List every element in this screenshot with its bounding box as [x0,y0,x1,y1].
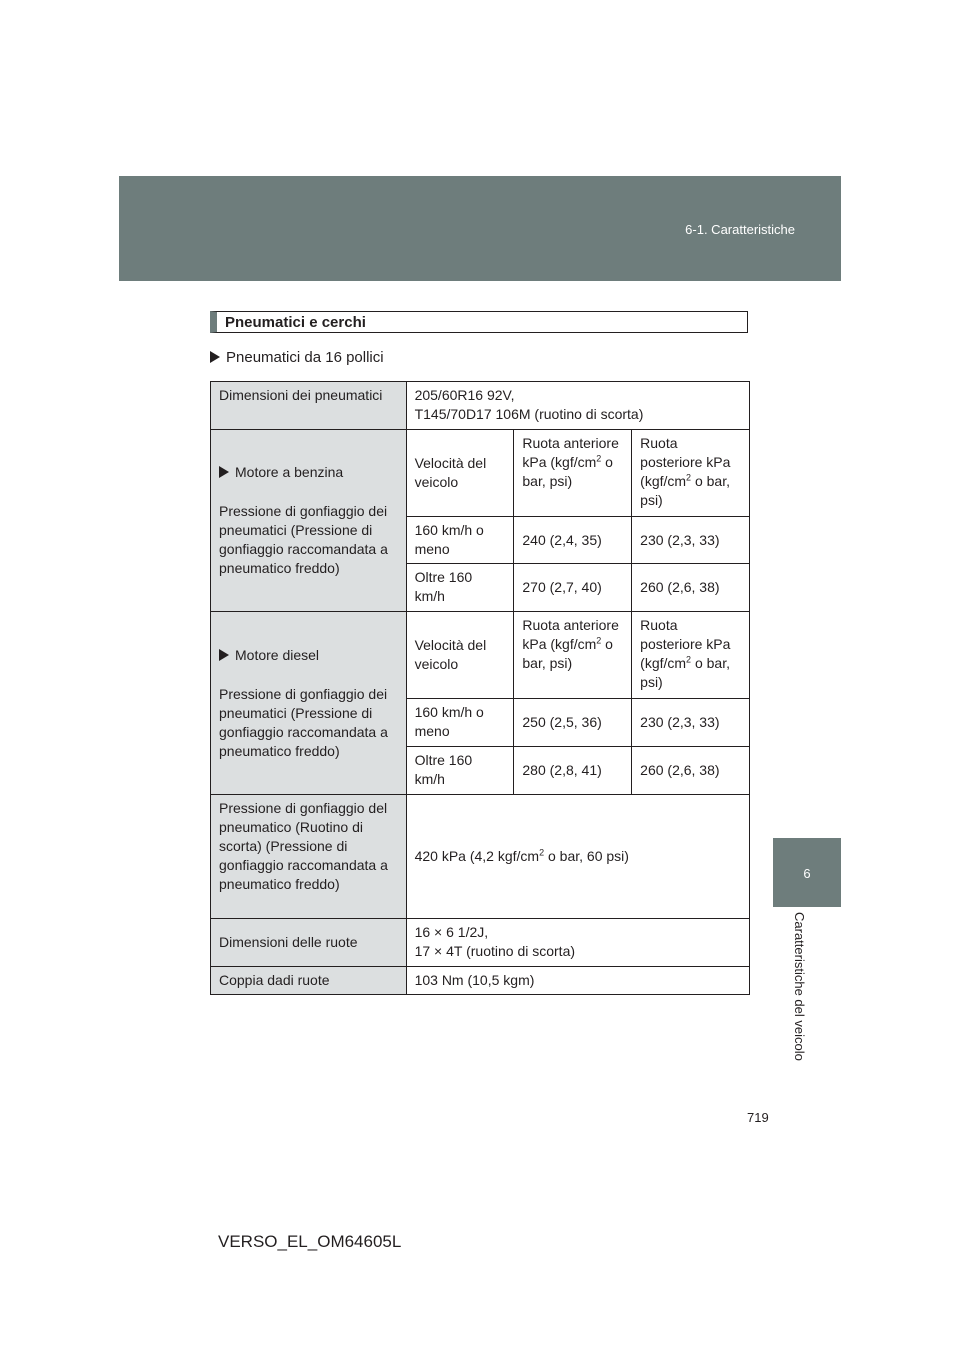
pressure-label: Pressione di gonfiaggio dei pneumatici (Pressione di gonfiaggio raccomandata a pneumatico freddo) [219,685,388,759]
table-row [211,795,750,919]
spare-pressure-value: 420 kPa (4,2 kgf/$cm^2$ o bar, 60 psi) [406,795,749,919]
tire-size-value-line: 205/60R16 92V, [414,387,515,403]
rear-pressure-cell: 230 (2,3, 33) [632,699,750,747]
section-label: 6-1. Caratteristiche [685,222,795,237]
spare-pressure-label: Pressione di gonfiaggio del pneumatico (Ruotino di scorta) (Pressione di gonfiaggio raccomandata a pneumatico freddo) [211,795,407,919]
column-header-rear: Ruota posteriore kPa ($kgf/cm^2$ o bar, psi) [632,430,750,517]
subheading [210,349,384,366]
column-header-front: Ruota anteriore kPa ($kgf/cm^2$ o bar, psi) [514,430,632,517]
chapter-number: 6 [803,866,811,881]
header-band [119,176,841,281]
tire-size-value-line: T145/70D17 106M (ruotino di scorta) [414,406,644,422]
front-pressure-cell: 250 (2,5, 36) [514,699,632,747]
column-header-speed: Velocità del veicolo [406,612,514,699]
torque-label: Coppia dadi ruote [211,967,407,995]
document-code: VERSO_EL_OM64605L [218,1232,402,1251]
section-title-box [210,311,748,333]
column-header-speed: Velocità del veicolo [406,430,514,517]
speed-cell: 160 km/h o meno [406,699,514,747]
triangle-bullet-icon [219,649,229,661]
chapter-tab [773,838,841,907]
column-header-rear: Ruota posteriore kPa ($kgf/cm^2$ o bar, psi) [632,612,750,699]
tire-size-value [406,382,749,430]
rear-pressure-cell: 230 (2,3, 33) [632,517,750,564]
wheel-size-value-line: 16 × 6 1/2J, [414,924,489,940]
column-header-front: Ruota anteriore kPa ($kgf/cm^2$ o bar, psi) [514,612,632,699]
table-row [211,430,750,517]
table-row [211,382,750,430]
speed-cell: Oltre 160 km/h [406,747,514,795]
section-title: Pneumatici e cerchi [225,314,366,331]
table-row [211,967,750,995]
front-pressure-cell: 280 (2,8, 41) [514,747,632,795]
pressure-label: Pressione di gonfiaggio dei pneumatici (Pressione di gonfiaggio raccomandata a pneumatico freddo) [219,503,388,576]
torque-value: 103 Nm (10,5 kgm) [406,967,749,995]
speed-cell: 160 km/h o meno [406,517,514,564]
petrol-label-cell [211,430,407,612]
chapter-title [792,912,814,1084]
tire-spec-table [210,381,750,995]
tire-size-label: Dimensioni dei pneumatici [211,382,407,430]
rear-pressure-cell: 260 (2,6, 38) [632,564,750,612]
engine-label: Motore a benzina [235,464,344,480]
speed-cell: Oltre 160 km/h [406,564,514,612]
wheel-size-value [406,919,749,967]
chapter-title-text: Caratteristiche del veicolo [792,912,807,1061]
engine-label: Motore diesel [235,646,320,663]
table-row [211,612,750,699]
wheel-size-label: Dimensioni delle ruote [211,919,407,967]
diesel-label-cell [211,612,407,795]
front-pressure-cell: 240 (2,4, 35) [514,517,632,564]
triangle-bullet-icon [210,351,220,363]
triangle-bullet-icon [219,466,229,478]
front-pressure-cell: 270 (2,7, 40) [514,564,632,612]
rear-pressure-cell: 260 (2,6, 38) [632,747,750,795]
subheading-text: Pneumatici da 16 pollici [226,349,384,366]
wheel-size-value-line: 17 × 4T (ruotino di scorta) [414,943,576,959]
table-row [211,919,750,967]
page-number: 719 [747,1110,769,1125]
